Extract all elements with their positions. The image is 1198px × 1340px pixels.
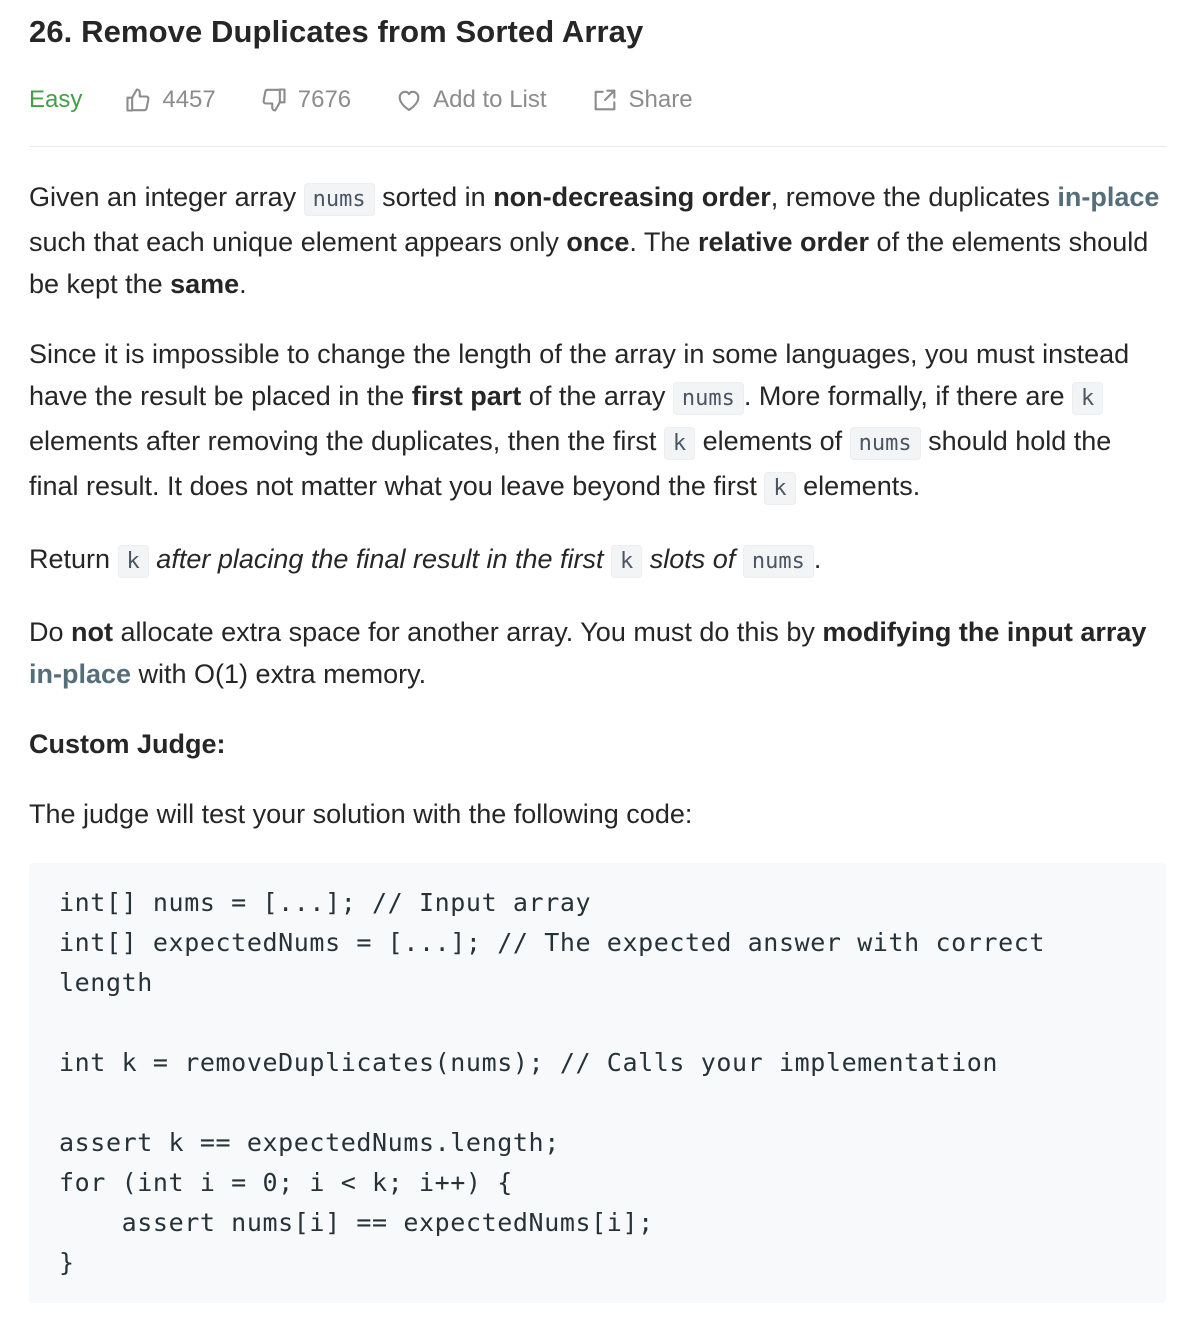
inline-code: nums (673, 382, 744, 415)
inline-code: k (664, 427, 695, 460)
inline-code: k (611, 545, 642, 578)
like-count: 4457 (162, 86, 216, 113)
in-place-link[interactable]: in-place (1057, 182, 1160, 212)
description-paragraph-1 (29, 176, 1166, 305)
text: Return (29, 544, 118, 574)
text: allocate extra space for another array. You must do this by (113, 617, 823, 647)
inline-code: k (1072, 382, 1103, 415)
text: elements after removing the duplicates, then the first (29, 426, 664, 456)
bold-text: relative order (697, 227, 870, 257)
bold-text: non-decreasing order (493, 182, 771, 212)
inline-code: nums (743, 545, 814, 578)
italic-text: after placing the final result in the first (148, 544, 612, 574)
inline-code: k (118, 545, 149, 578)
add-to-list-label: Add to List (433, 86, 547, 113)
text: Since it is impossible to change the length of the array in some languages, you must instead have the result be placed in the (29, 339, 1130, 411)
problem-meta-bar (29, 82, 693, 118)
bold-text: first part (411, 381, 522, 411)
text: elements. (795, 471, 921, 501)
bold-text: not (71, 617, 114, 647)
text: . (239, 269, 247, 299)
like-button[interactable] (124, 86, 215, 114)
dislike-count: 7676 (297, 86, 352, 113)
text: should hold the final result. It does not matter what you leave beyond the first (29, 426, 1112, 501)
custom-judge-intro: The judge will test your solution with the following code: (29, 799, 693, 829)
bold-text: modifying the input array (822, 617, 1147, 647)
text: . (813, 544, 822, 574)
text: elements of (695, 426, 850, 456)
share-icon (591, 86, 619, 114)
description-paragraph-3 (29, 538, 1166, 583)
text: , remove the duplicates (770, 182, 1058, 212)
text: with O(1) extra memory. (131, 659, 427, 689)
bold-text: once (566, 227, 630, 257)
share-button[interactable] (591, 86, 693, 114)
heart-icon (395, 86, 423, 114)
thumbs-up-icon (124, 86, 152, 114)
share-label: Share (628, 86, 693, 113)
text: such that each unique element appears only (29, 227, 567, 257)
text: . More formally, if there are (743, 381, 1072, 411)
judge-code-block: int[] nums = [...]; // Input array int[] expectedNums = [...]; // The expected answer with correct length int k = removeDuplicates(nums); // Calls your implementation assert k == expectedNums.length; for (int i = 0; i < k; i++) { assert nums[i] == expectedNums[i]; } (29, 863, 1166, 1303)
description-paragraph-2 (29, 333, 1166, 510)
text: Given an integer array (29, 182, 304, 212)
dislike-button[interactable] (260, 86, 351, 114)
inline-code: k (764, 472, 795, 505)
difficulty-badge: Easy (29, 86, 83, 113)
inline-code: nums (850, 427, 921, 460)
in-place-link[interactable]: in-place (29, 659, 132, 689)
thumbs-down-icon (260, 86, 288, 114)
problem-title: 26. Remove Duplicates from Sorted Array (29, 14, 644, 49)
bold-text: same (170, 269, 240, 299)
text: . The (629, 227, 698, 257)
text: of the array (521, 381, 673, 411)
description-paragraph-4 (29, 611, 1166, 695)
header-divider (29, 146, 1166, 147)
custom-judge-heading: Custom Judge: (29, 729, 226, 759)
text: Do (29, 617, 72, 647)
add-to-list-button[interactable] (395, 86, 546, 114)
problem-description (29, 176, 1166, 1303)
inline-code: nums (304, 183, 375, 216)
text: of the elements should be kept the (29, 227, 1149, 299)
text: sorted in (374, 182, 494, 212)
italic-text: slots of (642, 544, 743, 574)
